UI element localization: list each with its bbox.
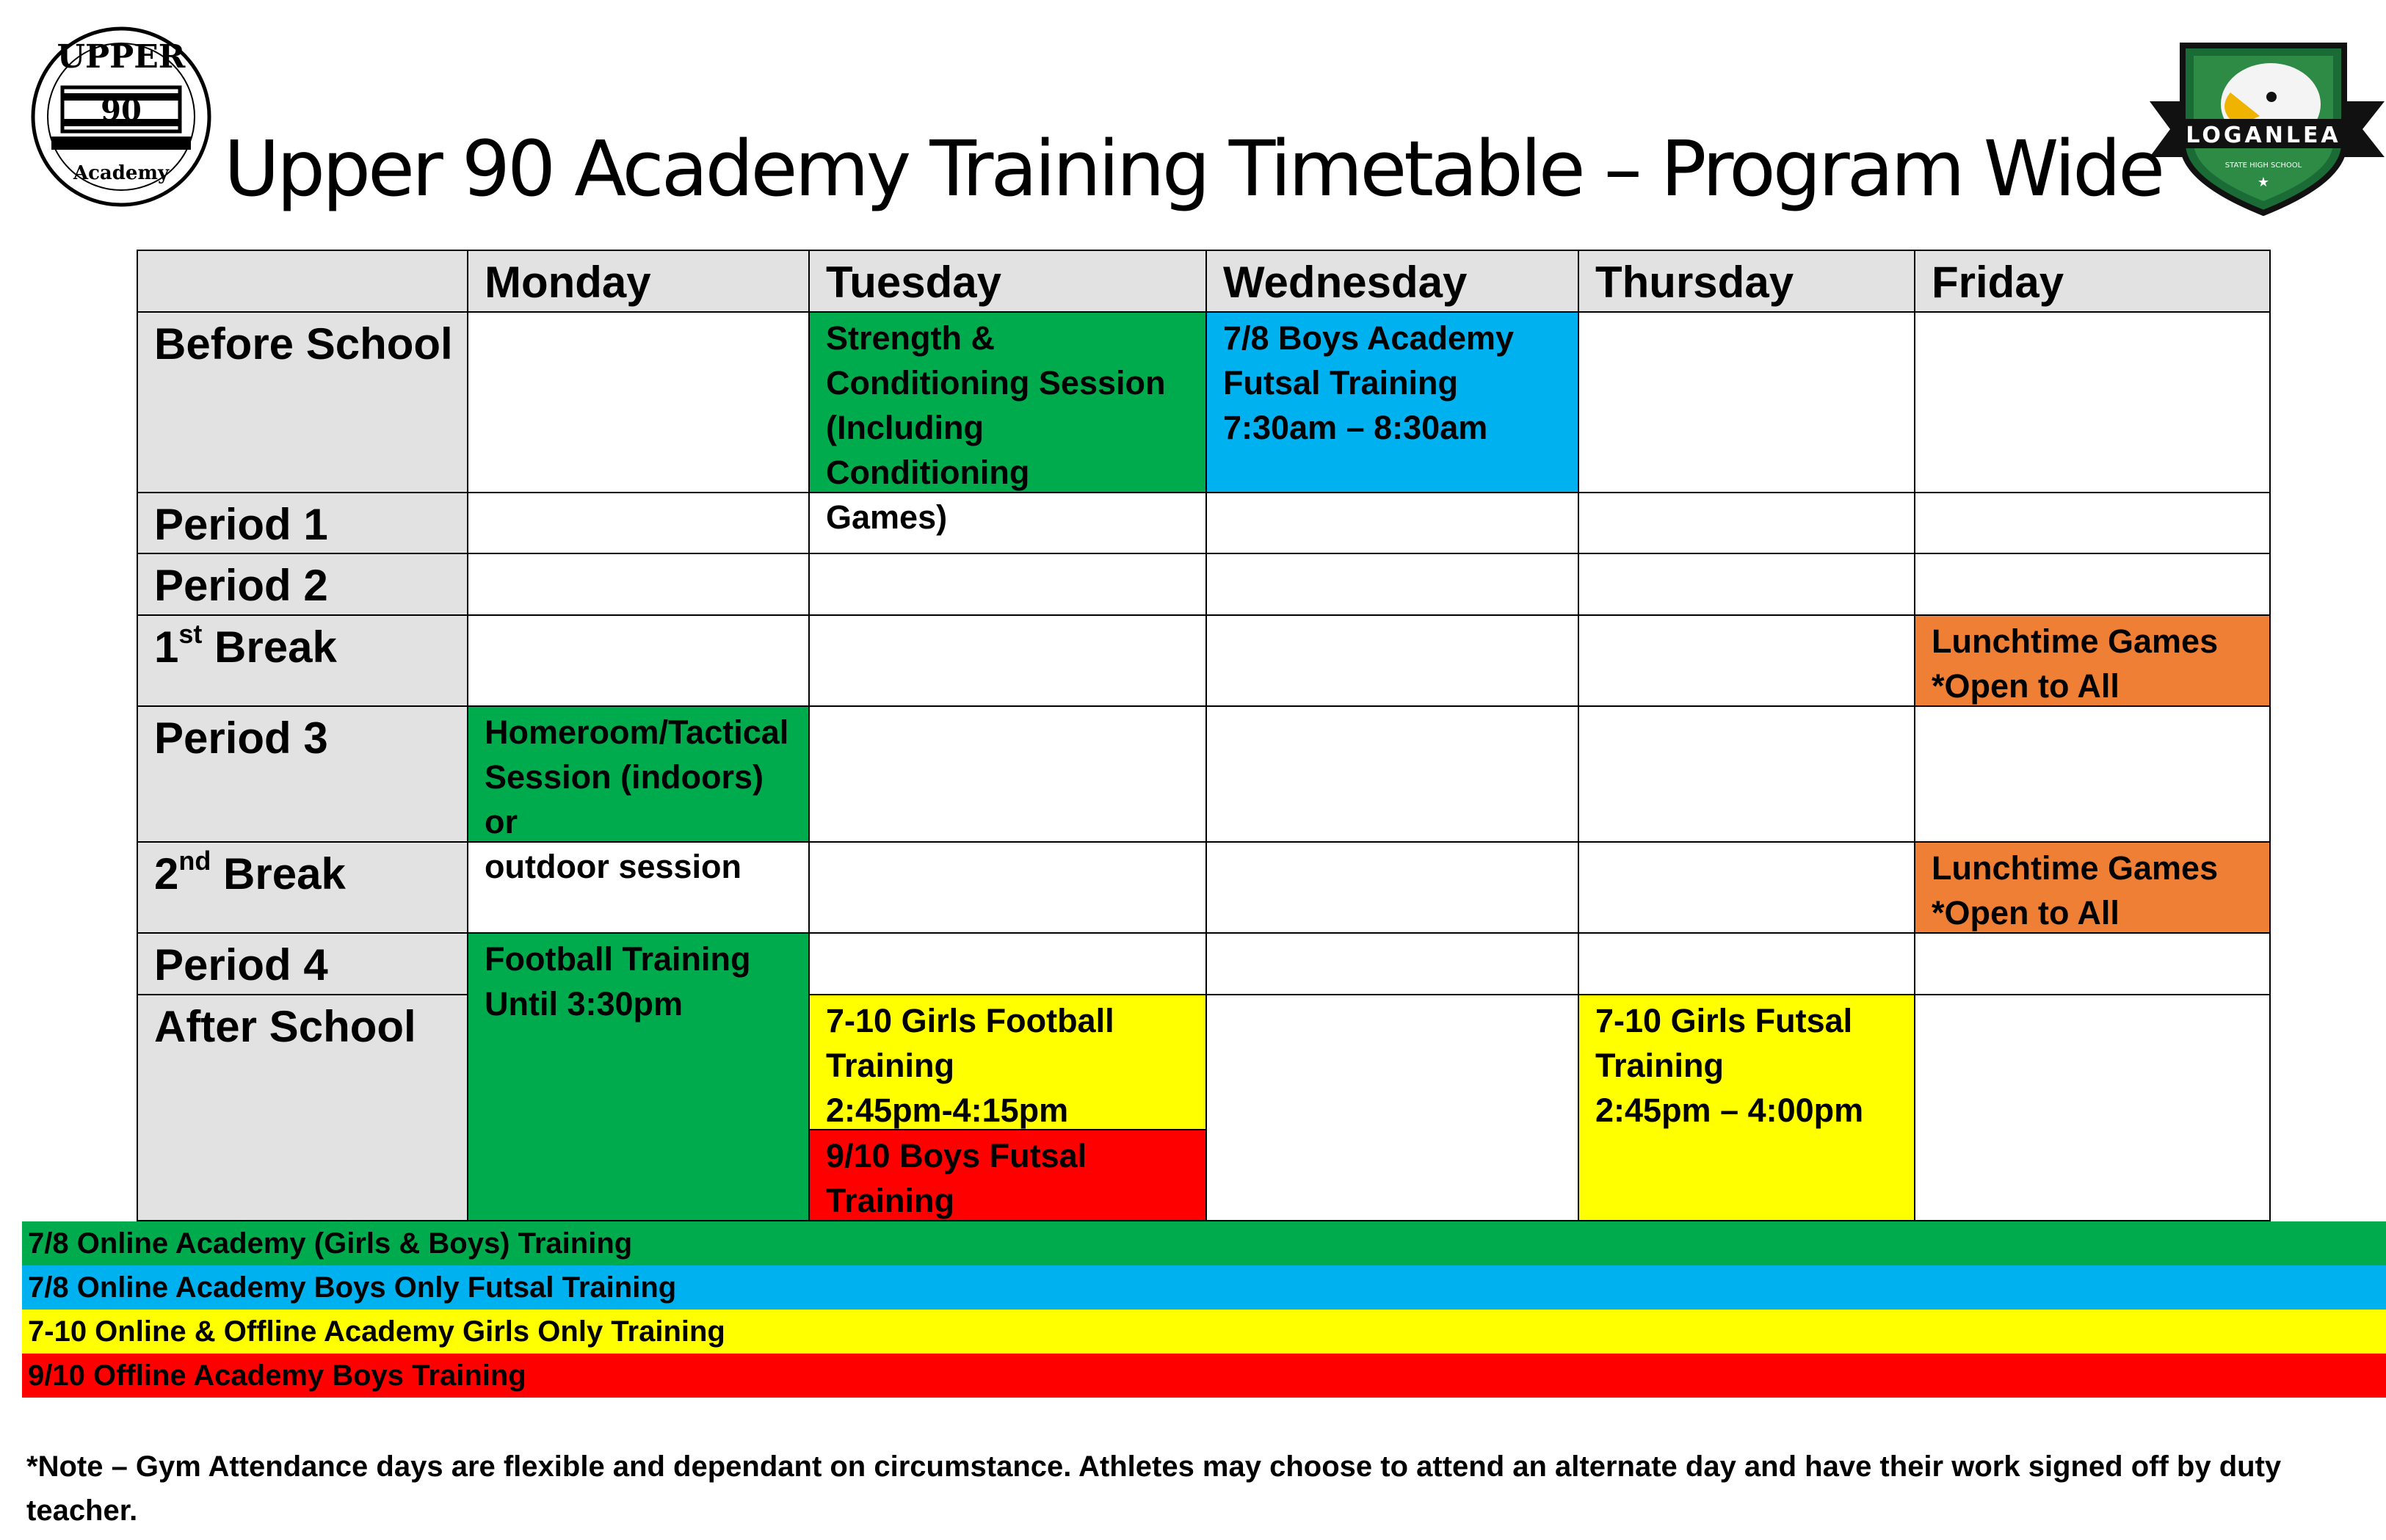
legend-item-green: 7/8 Online Academy (Girls & Boys) Training [22,1221,2386,1265]
cell-mon-b2 [467,841,810,934]
svg-text:Academy: Academy [73,162,170,184]
cell-wed-b1 [1205,614,1579,707]
cell-fri-before [1914,311,2271,493]
cell-fri-p4 [1914,932,2271,995]
day-header-tuesday: Tuesday [808,250,1207,313]
day-header-thursday: Thursday [1578,250,1915,313]
cell-thu-p3 [1578,705,1915,843]
event-fri-break1: Lunchtime Games *Open to All [1914,614,2271,707]
row-label-after-school: After School [137,994,468,1221]
event-thu-after-girls: 7-10 Girls Futsal Training 2:45pm – 4:00pm [1578,994,1915,1221]
event-tue-after-boys: 9/10 Boys Futsal Training [808,1129,1207,1221]
footnote: *Note – Gym Attendance days are flexible and dependant on circumstance. Athletes may choose to attend an alternate day and have their work signed off by duty teacher. [26,1450,2282,1527]
svg-text:UPPER: UPPER [57,38,186,76]
cell-thu-b1 [1578,614,1915,707]
cell-wed-after [1205,994,1579,1221]
cell-tue-p4 [808,932,1207,995]
day-header-friday: Friday [1914,250,2271,313]
cell-tue-p3 [808,705,1207,843]
page-title: Upper 90 Academy Training Timetable – Program Wide [223,124,2163,214]
legend-item-blue: 7/8 Online Academy Boys Only Futsal Training [22,1265,2386,1310]
cell-wed-b2 [1205,841,1579,934]
cell-tue-p1 [808,492,1207,554]
cell-thu-p4 [1578,932,1915,995]
legend-item-red: 9/10 Offline Academy Boys Training [22,1354,2386,1398]
row-label-first-break: 1st Break [137,614,468,707]
row-label-period-2: Period 2 [137,553,468,616]
cell-tue-b2 [808,841,1207,934]
event-wed-before: 7/8 Boys Academy Futsal Training 7:30am – 8:30am [1205,311,1579,493]
event-tue-before: Strength & Conditioning Session (Including Conditioning Games) [808,311,1207,493]
event-mon-period3: Homeroom/Tactical Session (indoors) or outdoor session [467,705,810,843]
event-tue-after-girls: 7-10 Girls Football Training 2:45pm-4:15pm [808,994,1207,1130]
row-label-before-school: Before School [137,311,468,493]
cell-thu-b2 [1578,841,1915,934]
svg-text:LOGANLEA: LOGANLEA [2186,123,2341,148]
cell-fri-p3 [1914,705,2271,843]
cell-wed-p3 [1205,705,1579,843]
cell-thu-p1 [1578,492,1915,554]
corner-cell [137,250,468,313]
row-label-second-break: 2nd Break [137,841,468,934]
row-label-period-1: Period 1 [137,492,468,554]
cell-fri-p1 [1914,492,2271,554]
cell-tue-b1 [808,614,1207,707]
cell-fri-after [1914,994,2271,1221]
cell-fri-p2 [1914,553,2271,616]
cell-mon-b1 [467,614,810,707]
cell-mon-before [467,311,810,493]
svg-text:90: 90 [101,93,142,128]
day-header-monday: Monday [467,250,810,313]
cell-wed-p1 [1205,492,1579,554]
row-label-period-4: Period 4 [137,932,468,995]
svg-text:STATE HIGH SCHOOL: STATE HIGH SCHOOL [2224,161,2302,170]
cell-mon-p2 [467,553,810,616]
event-fri-break2: Lunchtime Games *Open to All [1914,841,2271,934]
event-mon-period4: Football Training Until 3:30pm [467,932,810,1221]
cell-wed-p4 [1205,932,1579,995]
cell-thu-p2 [1578,553,1915,616]
day-header-wednesday: Wednesday [1205,250,1579,313]
cell-mon-p1 [467,492,810,554]
cell-tue-p2 [808,553,1207,616]
svg-text:★: ★ [2257,175,2270,190]
legend-item-yellow: 7-10 Online & Offline Academy Girls Only Training [22,1310,2386,1354]
cell-thu-before [1578,311,1915,493]
row-label-period-3: Period 3 [137,705,468,843]
cell-wed-p2 [1205,553,1579,616]
